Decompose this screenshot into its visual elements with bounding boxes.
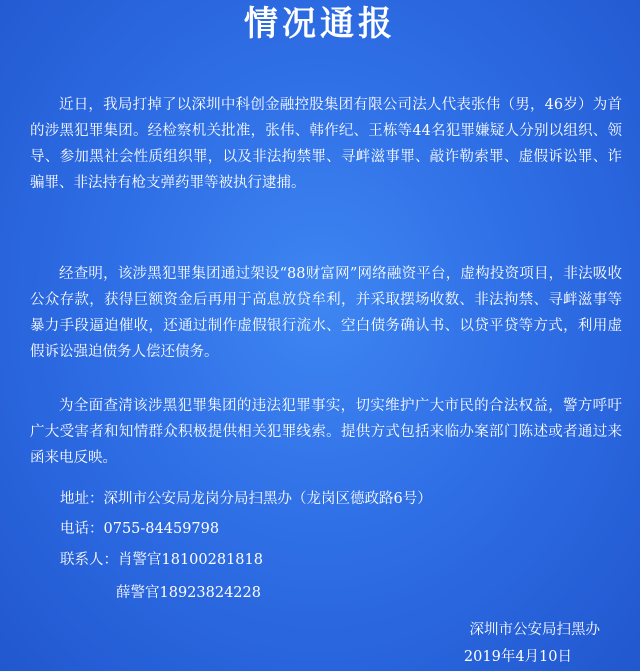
contact-person-2: 薛警官18923824228 [116, 585, 261, 601]
signature-org: 深圳市公安局扫黑办 [469, 622, 600, 638]
paragraph-arrest: 近日，我局打掉了以深圳中科创金融控股集团有限公司法人代表张伟（男，46岁）为首的涉黑犯罪集团。经检察机关批准，张伟、韩作纪、王栋等44名犯罪嫌疑人分别以组织、领导、参加黑社会性质组织罪，以及非法拘禁罪、寻衅滋事罪、敲诈勒索罪、虚假诉讼罪、诈骗罪、非法持有枪支弹药罪等被执行逮捕。 [30, 97, 622, 191]
contact-address: 地址：深圳市公安局龙岗分局扫黑办（龙岗区德政路6号） [60, 491, 432, 507]
notice-title: 情况通报 [244, 4, 396, 44]
contact-person-1: 联系人：肖警官18100281818 [60, 552, 263, 568]
paragraph-appeal: 为全面查清该涉黑犯罪集团的违法犯罪事实，切实维护广大市民的合法权益，警方呼吁广大受害者和知情群众积极提供相关犯罪线索。提供方式包括来临办案部门陈述或者通过来函来电反映。 [30, 398, 622, 466]
paragraph-investigation: 经查明，该涉黑犯罪集团通过架设“88财富网”网络融资平台，虚构投资项目，非法吸收公众存款，获得巨额资金后再用于高息放贷牟利，并采取摆场收数、非法拘禁、寻衅滋事等暴力手段逼迫催收，还通过制作虚假银行流水、空白债务确认书、以贷平贷等方式，利用虚假诉讼强迫债务人偿还债务。 [30, 266, 622, 360]
contact-phone: 电话：0755-84459798 [60, 521, 220, 537]
signature-date: 2019年4月10日 [463, 649, 572, 665]
